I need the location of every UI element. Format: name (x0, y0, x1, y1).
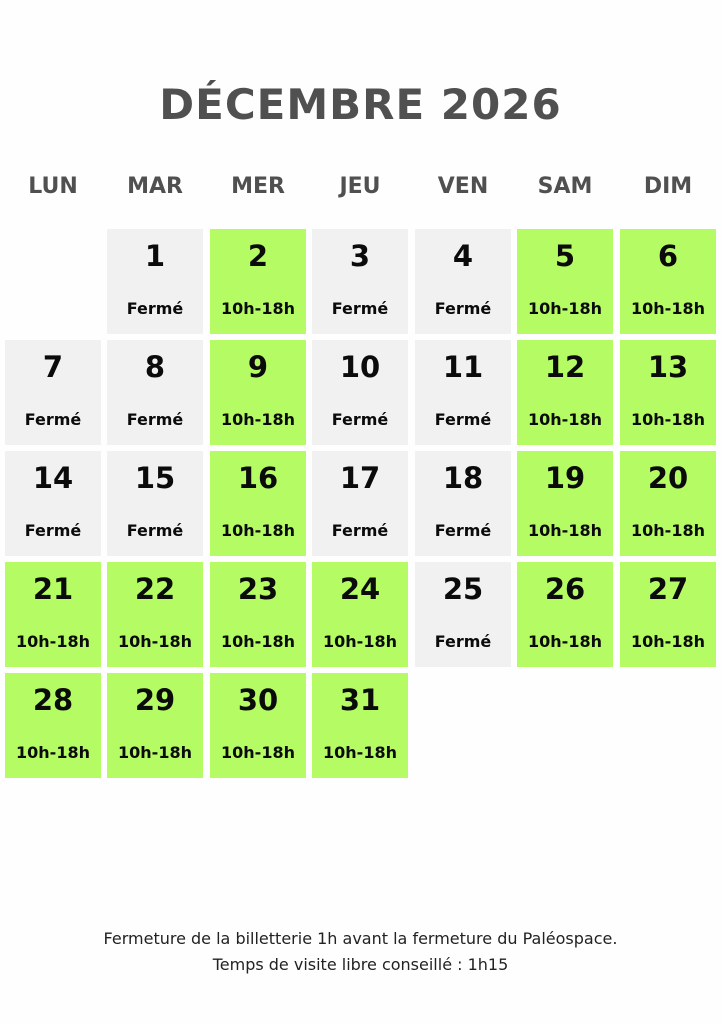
opening-hours: 10h-18h (221, 743, 295, 762)
day-cell (415, 562, 511, 667)
day-number: 11 (442, 350, 484, 384)
day-number: 4 (452, 239, 474, 273)
day-cell (107, 340, 203, 445)
day-number: 6 (657, 239, 679, 273)
day-number: 26 (544, 572, 586, 606)
day-number: 23 (237, 572, 279, 606)
day-cell (620, 229, 716, 334)
weekday-lun: LUN (28, 174, 78, 199)
day-number: 25 (442, 572, 484, 606)
day-cell (107, 229, 203, 334)
day-cell (210, 451, 306, 556)
day-cell (210, 229, 306, 334)
weekday-ven: VEN (437, 174, 489, 199)
opening-hours: Fermé (434, 521, 492, 540)
day-number: 14 (32, 461, 74, 495)
day-number: 12 (544, 350, 586, 384)
day-cell (517, 229, 613, 334)
day-number: 20 (647, 461, 689, 495)
day-cell (210, 562, 306, 667)
day-cell (312, 340, 408, 445)
opening-hours: Fermé (434, 299, 492, 318)
day-cell (107, 562, 203, 667)
weekday-sam: SAM (537, 174, 593, 199)
weekday-mar: MAR (127, 174, 183, 199)
day-number: 9 (247, 350, 269, 384)
day-cell (517, 562, 613, 667)
day-number: 7 (42, 350, 64, 384)
day-number: 30 (237, 683, 279, 717)
day-cell (517, 451, 613, 556)
opening-hours: 10h-18h (16, 743, 90, 762)
opening-hours: Fermé (126, 410, 184, 429)
day-number: 13 (647, 350, 689, 384)
day-cell (620, 340, 716, 445)
opening-hours: Fermé (331, 521, 389, 540)
day-cell (107, 673, 203, 778)
opening-hours: 10h-18h (323, 632, 397, 651)
day-cell (5, 340, 101, 445)
day-cell (312, 673, 408, 778)
day-number: 10 (339, 350, 381, 384)
day-cell (620, 451, 716, 556)
day-number: 15 (134, 461, 176, 495)
opening-hours: 10h-18h (221, 521, 295, 540)
opening-hours: Fermé (24, 410, 82, 429)
opening-hours: Fermé (24, 521, 82, 540)
weekday-mer: MER (231, 174, 285, 199)
day-cell (517, 340, 613, 445)
opening-hours: 10h-18h (221, 632, 295, 651)
day-number: 3 (349, 239, 371, 273)
day-number: 27 (647, 572, 689, 606)
day-cell (312, 229, 408, 334)
day-cell (415, 229, 511, 334)
day-number: 21 (32, 572, 74, 606)
day-number: 22 (134, 572, 176, 606)
day-cell (107, 451, 203, 556)
opening-hours: 10h-18h (221, 299, 295, 318)
day-cell (5, 451, 101, 556)
opening-hours: 10h-18h (323, 743, 397, 762)
day-number: 24 (339, 572, 381, 606)
opening-hours: 10h-18h (631, 410, 705, 429)
opening-hours: Fermé (126, 521, 184, 540)
weekday-jeu: JEU (339, 174, 381, 199)
opening-hours: 10h-18h (528, 632, 602, 651)
day-cell (415, 340, 511, 445)
weekday-dim: DIM (643, 174, 693, 199)
opening-hours: Fermé (331, 410, 389, 429)
day-cell (5, 562, 101, 667)
opening-hours: 10h-18h (16, 632, 90, 651)
day-cell (5, 673, 101, 778)
day-cell (312, 451, 408, 556)
opening-hours: 10h-18h (631, 299, 705, 318)
day-number: 17 (339, 461, 381, 495)
ticket-office-note: Fermeture de la billetterie 1h avant la fermeture du Paléospace. (103, 929, 618, 948)
opening-hours: Fermé (434, 632, 492, 651)
day-number: 31 (339, 683, 381, 717)
day-number: 8 (144, 350, 166, 384)
day-cell (620, 562, 716, 667)
day-number: 1 (144, 239, 166, 273)
opening-hours: Fermé (434, 410, 492, 429)
day-number: 18 (442, 461, 484, 495)
opening-hours: Fermé (331, 299, 389, 318)
opening-hours: 10h-18h (118, 743, 192, 762)
opening-hours: 10h-18h (118, 632, 192, 651)
day-number: 19 (544, 461, 586, 495)
calendar-title: DÉCEMBRE 2026 (159, 80, 562, 129)
day-number: 28 (32, 683, 74, 717)
day-number: 29 (134, 683, 176, 717)
opening-hours: 10h-18h (221, 410, 295, 429)
opening-hours: 10h-18h (631, 521, 705, 540)
opening-hours: 10h-18h (631, 632, 705, 651)
opening-hours: Fermé (126, 299, 184, 318)
opening-hours: 10h-18h (528, 299, 602, 318)
day-number: 5 (554, 239, 576, 273)
day-number: 16 (237, 461, 279, 495)
day-number: 2 (247, 239, 269, 273)
day-cell (312, 562, 408, 667)
opening-hours: 10h-18h (528, 410, 602, 429)
visit-duration-note: Temps de visite libre conseillé : 1h15 (212, 955, 509, 974)
opening-hours: 10h-18h (528, 521, 602, 540)
day-cell (415, 451, 511, 556)
day-cell (210, 340, 306, 445)
day-cell (210, 673, 306, 778)
